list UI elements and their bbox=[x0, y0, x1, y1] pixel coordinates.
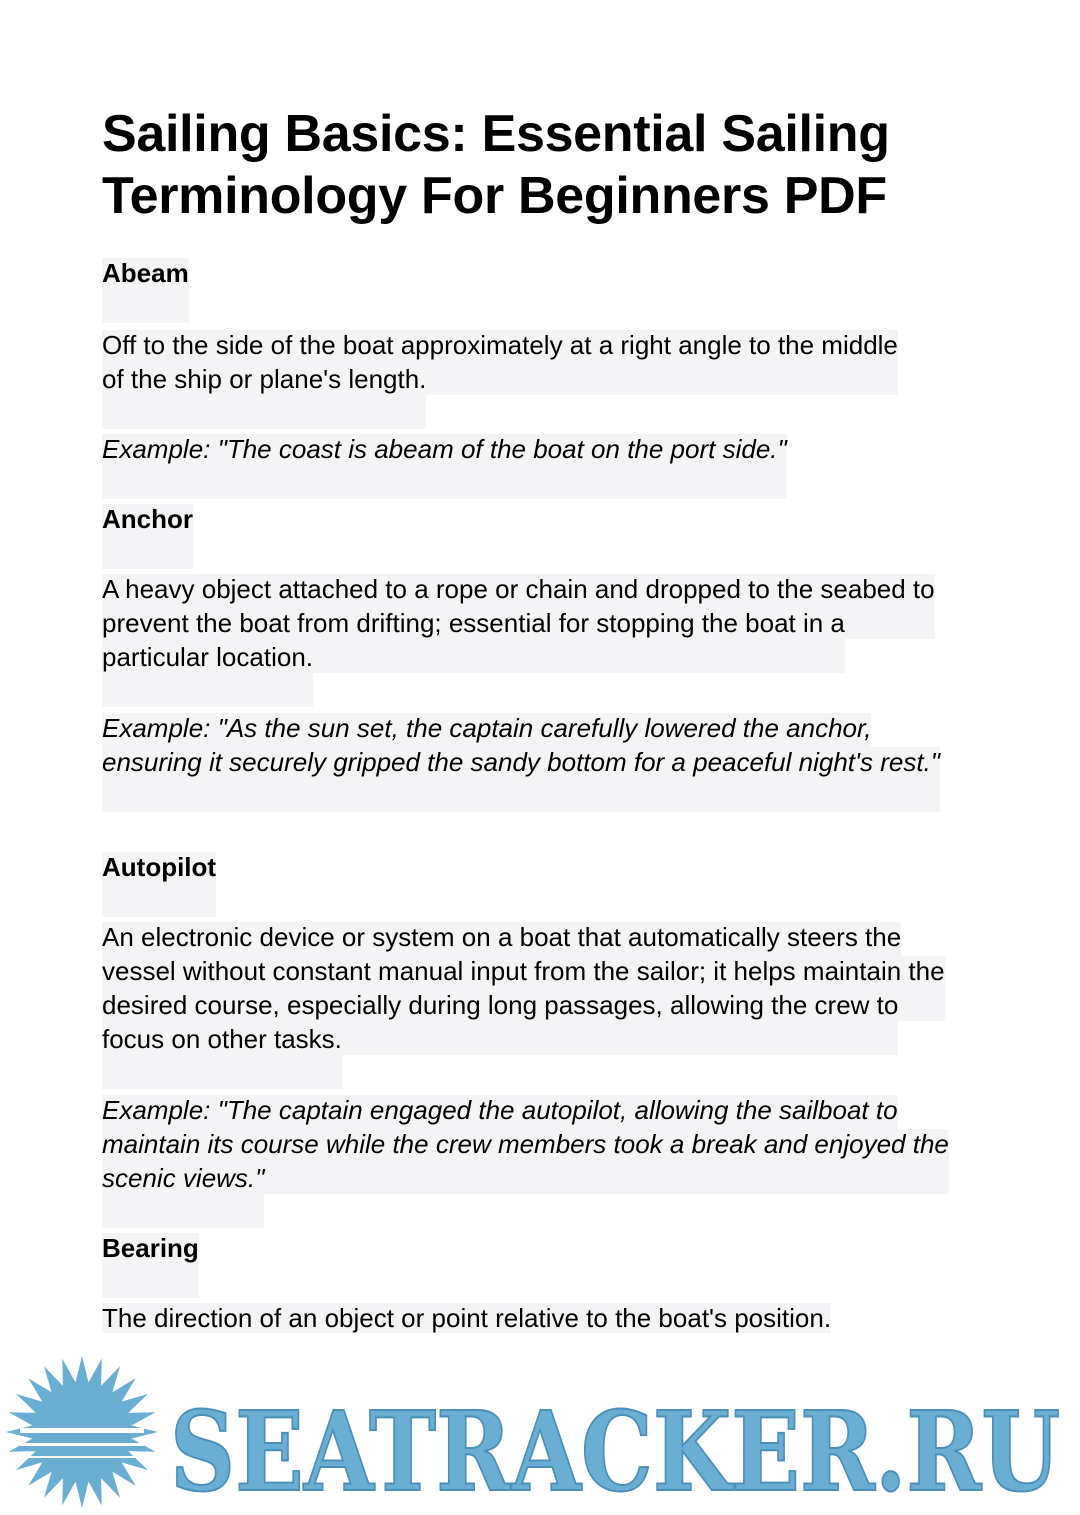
term-heading bbox=[102, 502, 193, 536]
sun-logo-icon bbox=[6, 1356, 158, 1508]
definition-autopilot: An electronic device or system on a boat that automatically steers the vessel without constant manual input from the sailor; it helps maintain the desired course, especially during long passages, allowing the crew to focus on other tasks. bbox=[102, 922, 945, 1089]
example-block bbox=[102, 432, 982, 466]
definition-block bbox=[102, 328, 902, 396]
term-heading bbox=[102, 1231, 199, 1265]
term-abeam: Abeam bbox=[102, 258, 189, 323]
watermark bbox=[0, 1350, 1080, 1515]
term-anchor: Anchor bbox=[102, 504, 193, 569]
term-heading bbox=[102, 850, 216, 884]
definition-anchor: A heavy object attached to a rope or chain and dropped to the seabed to prevent the boat from drifting; essential for stopping the boat in a particular location. bbox=[102, 574, 935, 707]
term-bearing: Bearing bbox=[102, 1233, 199, 1298]
definition-block bbox=[102, 572, 952, 674]
example-block bbox=[102, 1093, 962, 1195]
definition-block bbox=[102, 1301, 982, 1335]
page-title: Sailing Basics: Essential Sailing Terminology For Beginners PDF bbox=[102, 105, 890, 225]
definition-block bbox=[102, 920, 952, 1056]
example-abeam: Example: "The coast is abeam of the boat on the port side." bbox=[102, 434, 787, 499]
term-heading bbox=[102, 256, 189, 290]
term-autopilot: Autopilot bbox=[102, 852, 216, 917]
example-anchor: Example: "As the sun set, the captain carefully lowered the anchor, ensuring it securely gripped the sandy bottom for a peaceful night's rest." bbox=[102, 713, 940, 812]
definition-abeam: Off to the side of the boat approximately at a right angle to the middle of the ship or plane's length. bbox=[102, 330, 898, 429]
example-block bbox=[102, 711, 972, 779]
watermark-text: SEATRACKER.RU bbox=[170, 1387, 1060, 1515]
example-autopilot: Example: "The captain engaged the autopilot, allowing the sailboat to maintain its course while the crew members took a break and enjoyed the scenic views." bbox=[102, 1095, 949, 1228]
definition-bearing: The direction of an object or point relative to the boat's position. bbox=[102, 1303, 832, 1333]
